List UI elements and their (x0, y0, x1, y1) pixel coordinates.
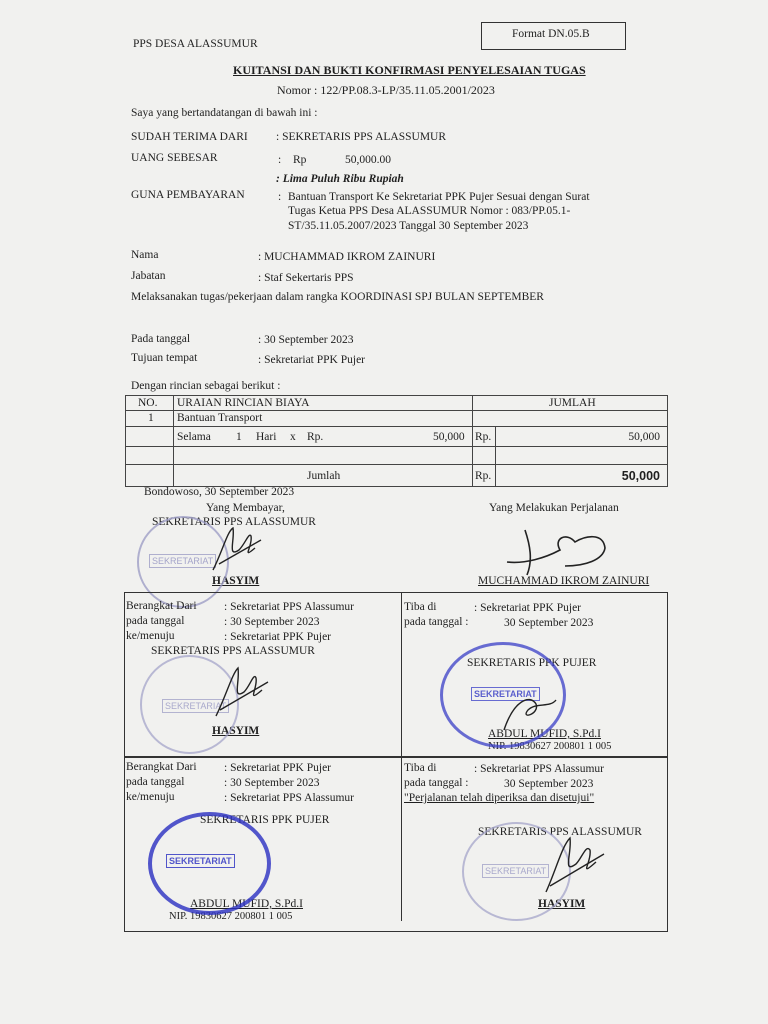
position-label: Jabatan (131, 270, 166, 282)
row-amount: 50,000 (628, 431, 660, 443)
s1-arrive-label: Tiba di (404, 601, 437, 613)
table-sum-amount-cell (495, 464, 668, 487)
payer-title: SEKRETARIS PPS ALASSUMUR (152, 516, 316, 528)
s2-left-nip: NIP. 19830627 200801 1 005 (169, 911, 293, 922)
table-header-no-text: NO. (138, 397, 158, 409)
from-value: : SEKRETARIS PPS ALASSUMUR (276, 131, 447, 143)
ppk-stamp-2 (148, 812, 271, 915)
name-label: Nama (131, 249, 159, 261)
traveler-label: Yang Melakukan Perjalanan (489, 502, 619, 514)
traveler-name: MUCHAMMAD IKROM ZAINURI (478, 575, 650, 587)
table-empty-2 (173, 446, 473, 465)
calc-rp: Rp. (307, 431, 324, 443)
purpose-line-1: Bantuan Transport Ke Sekretariat PPK Pujer Sesuai dengan Surat (288, 191, 590, 203)
table-sum-label-cell (173, 464, 473, 487)
table-row-desc-cell (173, 410, 473, 427)
s1-arrive-value: : Sekretariat PPK Pujer (474, 602, 581, 614)
format-code: Format DN.05.B (512, 28, 590, 40)
s2-approval-note: "Perjalanan telah diperiksa dan disetujui" (404, 792, 595, 804)
s1-to-value: : Sekretariat PPK Pujer (224, 631, 331, 643)
purpose-label: GUNA PEMBAYARAN (131, 189, 245, 201)
signature-hasyim-3 (540, 830, 610, 900)
table-header-desc-text: URAIAN RINCIAN BIAYA (177, 397, 310, 409)
sum-amount: 50,000 (621, 469, 660, 483)
s1-right-title: SEKRETARIS PPK PUJER (467, 657, 597, 669)
s2-right-title: SEKRETARIS PPS ALASSUMUR (478, 826, 642, 838)
s2-arrive-date-value: 30 September 2023 (504, 778, 594, 790)
row-no: 1 (148, 412, 154, 424)
destination-label: Tujuan tempat (131, 352, 198, 364)
s1-date-label: pada tanggal (126, 615, 185, 627)
calc-unit: Hari (256, 431, 277, 443)
s1-right-name: ABDUL MUFID, S.Pd.I (488, 728, 601, 740)
s2-to-value: : Sekretariat PPS Alassumur (224, 792, 355, 804)
s1-depart-value: : Sekretariat PPS Alassumur (224, 601, 355, 613)
s2-date-label: pada tanggal (126, 776, 185, 788)
place-date: Bondowoso, 30 September 2023 (144, 486, 295, 498)
calc-selama: Selama (177, 431, 211, 443)
table-empty-4 (495, 446, 668, 465)
detail-intro: Dengan rincian sebagai berikut : (131, 380, 281, 392)
payer-label: Yang Membayar, (206, 502, 285, 514)
pps-stamp-1-text: SEKRETARIAT (149, 554, 216, 568)
row-desc: Bantuan Transport (177, 412, 263, 424)
signature-hasyim-1 (205, 520, 265, 580)
signature-mufid-1 (500, 690, 560, 735)
s1-to-label: ke/menuju (126, 630, 175, 642)
pps-stamp-2-text: SEKRETARIAT (162, 699, 229, 713)
date-label: Pada tanggal (131, 333, 191, 345)
s2-left-name: ABDUL MUFID, S.Pd.I (190, 898, 303, 910)
table-header-total-text: JUMLAH (549, 397, 596, 409)
table-row-blank (472, 410, 668, 427)
s2-arrive-label: Tiba di (404, 762, 437, 774)
s1-date-value: : 30 September 2023 (224, 616, 320, 628)
amount-rp: Rp (293, 154, 307, 166)
table-header-no (125, 395, 174, 411)
ppk-stamp-2-text: SEKRETARIAT (166, 854, 235, 868)
signature-ikrom (505, 520, 615, 580)
s1-right-nip: NIP. 19830627 200801 1 005 (488, 741, 612, 752)
s2-date-value: : 30 September 2023 (224, 777, 320, 789)
s2-left-title: SEKRETARIS PPK PUJER (200, 814, 330, 826)
s1-arrive-date-label: pada tanggal : (404, 616, 469, 628)
table-rp-cell (472, 426, 496, 447)
s1-arrive-date-value: 30 September 2023 (504, 617, 594, 629)
table-row (125, 410, 174, 427)
calc-x: x (290, 431, 296, 443)
name-value: : MUCHAMMAD IKROM ZAINURI (258, 251, 436, 263)
amount-words: : Lima Puluh Ribu Rupiah (276, 173, 404, 185)
s2-arrive-value: : Sekretariat PPS Alassumur (474, 763, 605, 775)
payer-name: HASYIM (212, 575, 260, 587)
org-name: PPS DESA ALASSUMUR (133, 38, 258, 50)
table-sum-no (125, 464, 174, 487)
calc-value: 50,000 (433, 431, 465, 443)
pps-stamp-3-text: SEKRETARIAT (482, 864, 549, 878)
table-calc-cell (173, 426, 473, 447)
date-value: : 30 September 2023 (258, 334, 354, 346)
table-empty-1 (125, 446, 174, 465)
s2-depart-label: Berangkat Dari (126, 761, 197, 773)
ppk-stamp-1-text: SEKRETARIAT (471, 687, 540, 701)
sum-label: Jumlah (307, 470, 341, 482)
amount-label: UANG SEBESAR (131, 152, 218, 164)
destination-value: : Sekretariat PPK Pujer (258, 354, 365, 366)
intro-text: Saya yang bertandatangan di bawah ini : (131, 107, 318, 119)
s2-arrive-date-label: pada tanggal : (404, 777, 469, 789)
amount-value: 50,000.00 (345, 154, 391, 166)
table-amount-cell (495, 426, 668, 447)
format-box (481, 22, 626, 50)
s2-to-label: ke/menuju (126, 791, 175, 803)
table-header-total (472, 395, 668, 411)
s2-depart-value: : Sekretariat PPK Pujer (224, 762, 331, 774)
position-value: : Staf Sekertaris PPS (258, 272, 354, 284)
s1-depart-label: Berangkat Dari (126, 600, 197, 612)
row-rp: Rp. (475, 431, 492, 443)
table-calc-no (125, 426, 174, 447)
purpose-line-3: ST/35.11.05.2007/2023 Tanggal 30 September 2023 (288, 220, 529, 232)
s1-left-name: HASYIM (212, 725, 260, 737)
purpose-colon: : (278, 191, 282, 203)
signature-hasyim-2 (210, 660, 272, 724)
s2-right-name: HASYIM (538, 898, 586, 910)
table-header-desc (173, 395, 473, 411)
amount-colon: : (278, 154, 282, 166)
from-label: SUDAH TERIMA DARI (131, 131, 248, 143)
s1-left-title: SEKRETARIS PPS ALASSUMUR (151, 645, 315, 657)
task-text: Melaksanakan tugas/pekerjaan dalam rangka KOORDINASI SPJ BULAN SEPTEMBER (131, 291, 544, 303)
doc-number: Nomor : 122/PP.08.3-LP/35.11.05.2001/2023 (277, 83, 495, 97)
sum-rp: Rp. (475, 470, 492, 482)
table-sum-rp-cell (472, 464, 496, 487)
doc-title: KUITANSI DAN BUKTI KONFIRMASI PENYELESAIAN TUGAS (233, 63, 586, 77)
table-empty-3 (472, 446, 496, 465)
calc-qty: 1 (236, 431, 242, 443)
purpose-line-2: Tugas Ketua PPS Desa ALASSUMUR Nomor : 083/PP.05.1- (288, 205, 571, 217)
